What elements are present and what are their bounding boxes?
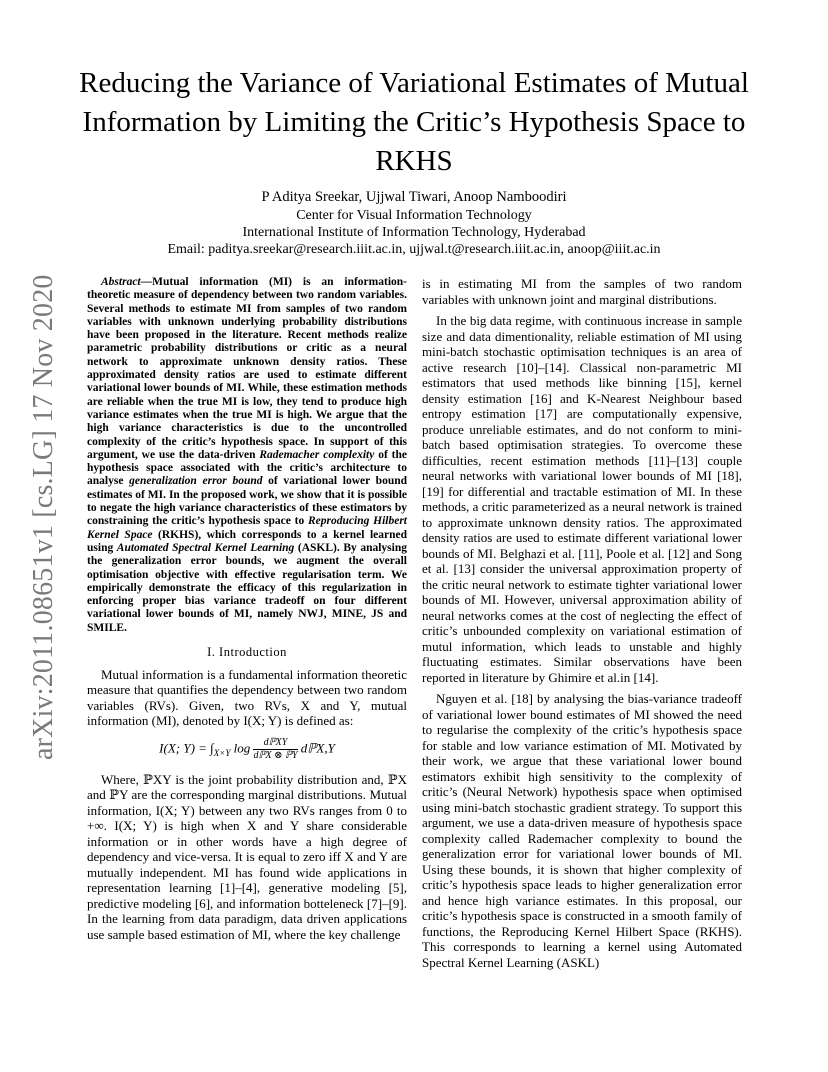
- abstract-em-4: Automated Spectral Kernel Learning: [116, 541, 295, 554]
- left-column: [87, 276, 407, 948]
- abstract-em-2: generalization error bound: [129, 475, 263, 488]
- abstract-text-3: of variational lower bound estimates of MI. In the proposed work, we show that it is possible to negate the high variance characteristics of these estimators by constraining the critic’s hypothesis space to: [87, 475, 408, 528]
- abstract-lead: Abstract: [101, 276, 141, 288]
- abstract-text-2: of the hypothesis space associated with the critic’s architecture to analyse: [87, 448, 407, 488]
- right-column: [422, 276, 742, 976]
- right-paragraph-2: In the big data regime, with continuous increase in sample size and data dimentionality, reliable estimation of MI using mini-batch stochastic optimisation techniques is an area of active research [10]–[14]. Classical non-parametric MI estimators that used methods like binning [15], kernel density estimation [16] and K-Nearest Neighbour based entropy estimation [17] are computationally expensive, produce unreliable estimates, and do not conform to mini-batch based optimisation strategies. To overcome these difficulties, recent estimation methods [11]–[13] couple neural networks with variational lower bounds of MI [18], [19] for differential and tractable estimation of MI. In these methods, a critic parameterized as a neural network is trained to approximate unknown density ratios. The approximated density ratios are used to estimate different variational lower bounds of MI. Belghazi et al. [11], Poole et al. [12] and Song et al. [13] consider the universal approximation property of the critic neural network to estimate tighter variational lower bounds of MI. However, universal approximation ability of neural networks comes at the cost of neglecting the effect of critic’s unbounded complexity on variational estimation of mutul information, which leads to unstable and highly fluctuating estimates. Similar observations have been reported in literature by Ghimire et al.in [14].: [422, 313, 742, 685]
- mi-equation: [87, 737, 407, 762]
- affiliation-center: Center for Visual Information Technology: [296, 208, 532, 223]
- paper-title: Reducing the Variance of Variational Estimates of Mutual Information by Limiting the Critic’s Hypothesis Space to RKHS: [79, 67, 749, 177]
- section-heading-introduction: I. Introduction: [207, 645, 287, 660]
- abstract: [87, 276, 407, 635]
- eq-numerator: dℙXY: [253, 737, 297, 750]
- author-block: [60, 189, 768, 258]
- author-names: P Aditya Sreekar, Ujjwal Tiwari, Anoop Namboodiri: [261, 189, 567, 205]
- eq-fraction: [253, 737, 297, 762]
- right-paragraph-3: Nguyen et al. [18] by analysing the bias-variance tradeoff of variational lower bound estimates of MI showed the need to regularise the complexity of the critic’s hypothesis space for stable and low variance estimation of MI. Motivated by their work, we argue that these variational lower bound estimators exhibit high sensitivity to the complexity of critic’s (Neural Network) hypothesis space when optimised using mini-batch stochastic gradient strategy. To support this argument, we use a data-driven measure of hypothesis space complexity called Rademacher complexity to bound the generalization error for variational lower bounds of MI. Using these bounds, it is shown that higher complexity of critic’s hypothesis space leads to higher generalization error and hence high variance estimates. In this proposal, our critic’s hypothesis space is constructed in a smooth family of functions, the Reproducing Kernel Hilbert Space (RKHS). This corresponds to learning a kernel using Automated Spectral Kernel Learning (ASKL): [422, 691, 742, 970]
- abstract-em-1: Rademacher complexity: [259, 448, 375, 461]
- abstract-text-4: (RKHS), which corresponds to a kernel learned using: [87, 528, 407, 554]
- arxiv-sidebar-id: arXiv:2011.08651v1 [cs.LG] 17 Nov 2020: [28, 274, 59, 760]
- eq-log: log: [230, 740, 251, 755]
- right-paragraph-1: is in estimating MI from the samples of two random variables with unknown joint and marginal distributions.: [422, 276, 742, 307]
- eq-subscript: X×Y: [213, 747, 231, 758]
- intro-paragraph-2: Where, ℙXY is the joint probability distribution and, ℙX and ℙY are the corresponding marginal distributions. Mutual information, I(X; Y) between any two RVs ranges from 0 to +∞. I(X; Y) is high when X and Y share considerable information or in other words have a high degree of dependency and vice-versa. It is equal to zero iff X and Y are mutually independent. MI has found wide applications in representation learning [1]–[4], generative modeling [5], predictive modeling [6], and information botteleneck [7]–[9]. In the learning from data paradigm, data driven applications use sample based estimation of MI, where the key challenge: [87, 771, 407, 942]
- eq-denominator: dℙX ⊗ ℙY: [253, 749, 298, 761]
- affiliation-institute: International Institute of Information Technology, Hyderabad: [242, 225, 586, 240]
- eq-lhs: I(X; Y) = ∫: [159, 740, 214, 755]
- abstract-text-1: —Mutual information (MI) is an information-theoretic measure of dependency between two random variables. Several methods to estimate MI from samples of two random variables with unknown underlying probability distributions have been proposed in the literature. Recent methods realize parametric probability distributions or critic as a neural network to approximate unknown density ratios. These approximated density ratios are used to estimate different variational lower bounds of MI. While, these estimation methods are reliable when the true MI is low, they tend to produce high variance estimates when the true MI is high. We argue that the high variance characteristics is due to the uncontrolled complexity of the critic’s hypothesis space. In support of this argument, we use the data-driven: [87, 276, 407, 461]
- intro-paragraph-1: Mutual information is a fundamental information theoretic measure that quantifies the dependency between two random variables (RVs). Given, two RVs, X and Y, mutual information (MI), denoted by I(X; Y) is defined as:: [87, 666, 407, 729]
- author-emails: Email: paditya.sreekar@research.iiit.ac.in, ujjwal.t@research.iiit.ac.in, anoop@iiit.ac.in: [167, 242, 661, 257]
- abstract-text-5: (ASKL). By analysing the generalization error bounds, we augment the overall optimisation objective with effective regularisation term. We empirically demonstrate the efficacy of this regularization in enforcing proper bias variance tradeoff on four different variational lower bounds of MI, namely NWJ, MINE, JS and SMILE.: [87, 541, 407, 634]
- abstract-em-3: Reproducing Hilbert Kernel Space: [87, 515, 407, 541]
- eq-rhs: dℙX,Y: [300, 740, 335, 755]
